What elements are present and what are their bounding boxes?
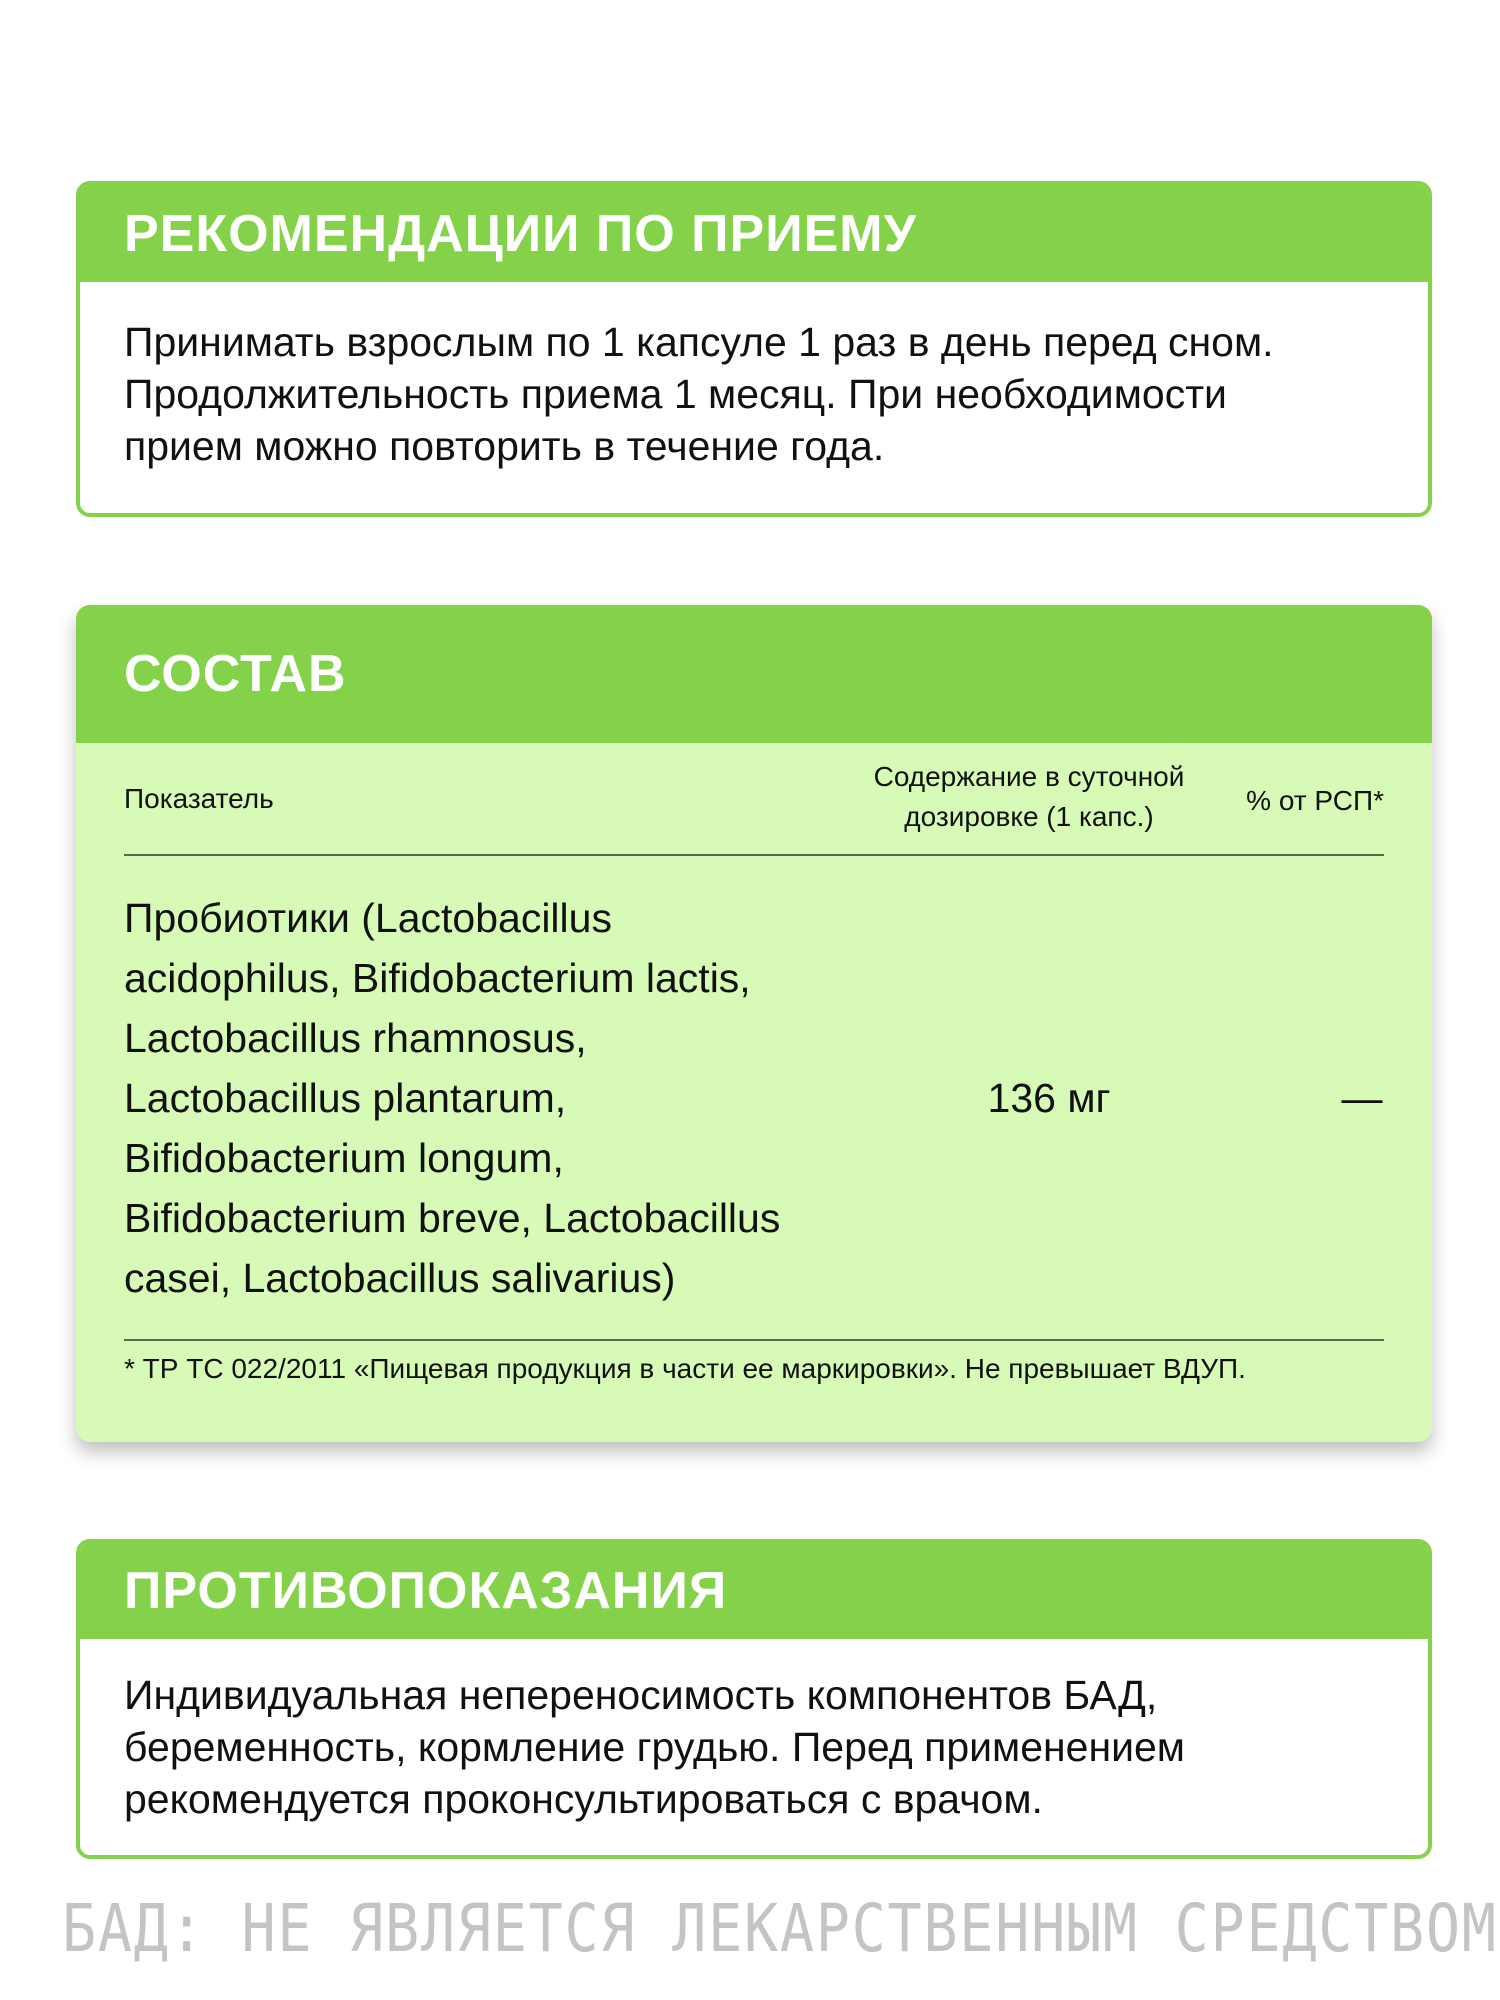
recommendations-title: РЕКОМЕНДАЦИИ ПО ПРИЕМУ: [80, 185, 1428, 282]
contraindications-title: ПРОТИВОПОКАЗАНИЯ: [80, 1543, 1428, 1639]
recommendations-text: [80, 282, 1428, 472]
column-header-indicator: Показатель: [124, 783, 274, 814]
recommendations-card: [76, 181, 1432, 517]
percent-cell: —: [1341, 1075, 1383, 1121]
amount-cell: 136 мг: [987, 1075, 1111, 1121]
disclaimer-text: БАД: НЕ ЯВЛЯЕТСЯ ЛЕКАРСТВЕННЫМ СРЕДСТВОМ: [62, 1890, 1498, 1967]
recommendations-line: Продолжительность приема 1 месяц. При необходимости: [124, 371, 1227, 417]
ingredient-cell: [124, 888, 884, 1308]
contraindications-card: [76, 1539, 1432, 1859]
ingredient-line: Bifidobacterium longum,: [124, 1135, 564, 1181]
contraindications-text: [80, 1639, 1428, 1825]
ingredient-line: casei, Lactobacillus salivarius): [124, 1255, 676, 1301]
column-header-content: [849, 757, 1209, 837]
recommendations-line: прием можно повторить в течение года.: [124, 423, 885, 469]
ingredient-line: Lactobacillus rhamnosus,: [124, 1015, 587, 1061]
composition-table-header: [124, 743, 1384, 856]
ingredient-line: Lactobacillus plantarum,: [124, 1075, 567, 1121]
column-header-percent: % от РСП*: [1246, 785, 1384, 816]
ingredient-line: Bifidobacterium breve, Lactobacillus: [124, 1195, 781, 1241]
composition-title: СОСТАВ: [76, 605, 1432, 743]
ingredient-line: Пробиотики (Lactobacillus: [124, 895, 612, 941]
ingredient-line: acidophilus, Bifidobacterium lactis,: [124, 955, 751, 1001]
column-header-content-line: Содержание в суточной: [873, 761, 1185, 792]
contraindications-line: рекомендуется проконсультироваться с врачом.: [124, 1776, 1043, 1822]
recommendations-line: Принимать взрослым по 1 капсуле 1 раз в день перед сном.: [124, 319, 1274, 365]
composition-card: [76, 605, 1432, 1442]
composition-footnote: * ТР ТС 022/2011 «Пищевая продукция в части ее маркировки». Не превышает ВДУП.: [124, 1353, 1246, 1384]
contraindications-line: беременность, кормление грудью. Перед применением: [124, 1724, 1185, 1770]
column-header-content-line: дозировке (1 капс.): [904, 801, 1154, 832]
contraindications-line: Индивидуальная непереносимость компонентов БАД,: [124, 1672, 1158, 1718]
table-divider: [124, 1339, 1384, 1341]
